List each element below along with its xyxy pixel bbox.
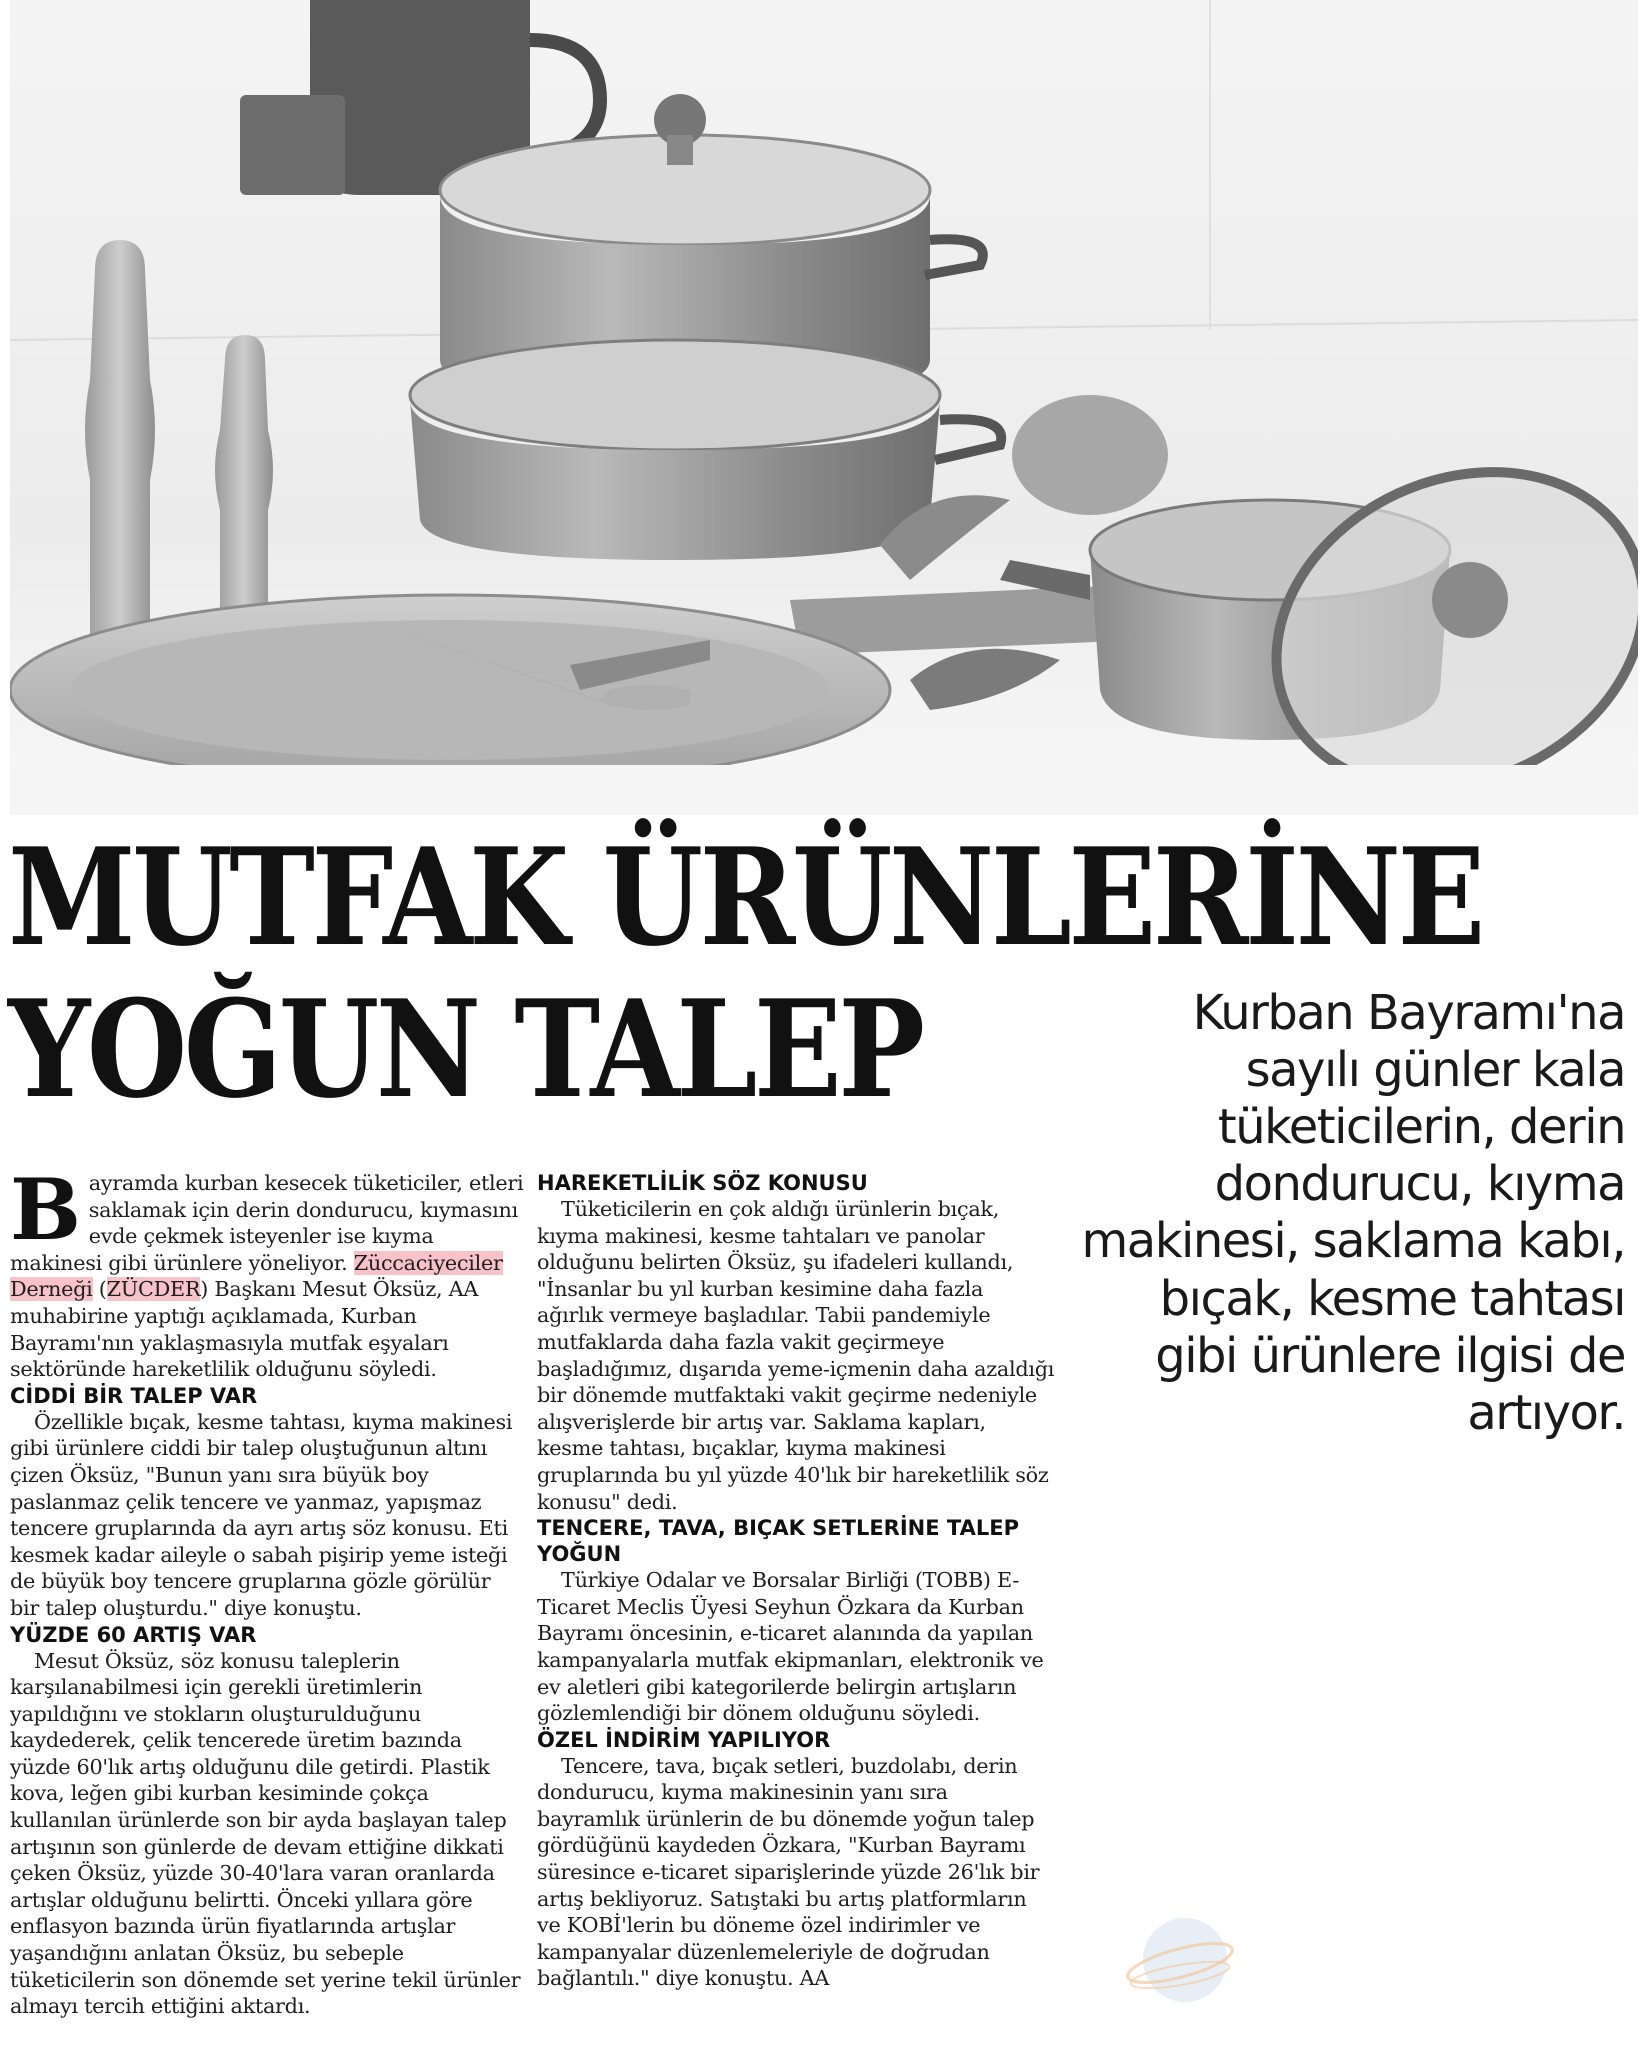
subheading-tencere-tava: TENCERE, TAVA, BIÇAK SETLERİNE TALEP YOĞUN	[537, 1516, 1019, 1567]
drop-cap: B	[10, 1160, 81, 1259]
subheading-hareketlilik: HAREKETLİLİK SÖZ KONUSU	[537, 1171, 868, 1195]
headline-line-2: YOĞUN TALEP	[8, 970, 922, 1128]
highlight-association: Züccaciyeciler Derneği	[10, 1250, 503, 1302]
paragraph-ciddi-talep: Özellikle bıçak, kesme tahtası, kıyma makinesi gibi ürünlere ciddi bir talep oluştuğunun altını çizen Öksüz, "Bunun yanı sıra büyük boy paslanmaz çelik tencere ve yanmaz, yapışmaz tencere gruplarında da ayrı artış söz konusu. Eti kesmek kadar aileyle o sabah pişirip yeme isteği de büyük boy tencere gruplarına gözle görülür bir talep oluşturdu." diye konuştu.	[10, 1409, 513, 1620]
subheading-ozel-indirim: ÖZEL İNDİRİM YAPILIYOR	[537, 1727, 831, 1752]
intro-paragraph: Bayramda kurban kesecek tüketiciler, etleri saklamak için derin dondurucu, kıymasını evde çekmek isteyenler ise kıyma makinesi gibi ürünlere yöneliyor. Züccaciyeciler Derneği (ZÜCDER) Başkanı Mesut Öksüz, AA muhabirine yaptığı açıklamada, Kurban Bayramı'nın yaklaşmasıyla mutfak eşyaları sektöründe hareketlilik olduğunu söyledi.	[10, 1160, 524, 1382]
article-column-2	[537, 1170, 1055, 1992]
article-photo-kitchenware	[10, 0, 1638, 815]
paragraph-tencere-tava: Türkiye Odalar ve Borsalar Birliği (TOBB) E-Ticaret Meclis Üyesi Seyhun Özkara da Kurban Bayramı öncesinin, e-ticaret alanında da yapılan kampanyalarla mutfak ekipmanları, elektronik ve ev aletleri gibi kategorilerde belirgin artışların gözlemlendiği bir dönem olduğunu söyledi.	[537, 1568, 1044, 1726]
planet-watermark-icon	[1125, 1905, 1235, 2015]
article-column-1	[10, 1160, 525, 2020]
paragraph-hareketlilik: Tüketicilerin en çok aldığı ürünlerin bıçak, kıyma makinesi, kesme tahtaları ve panolar olduğunu belirten Öksüz, şu ifadeleri kullandı, "İnsanlar bu yıl kurban kesimine daha fazla ağırlık vermeye başladılar. Tabii pandemiyle mutfaklarda daha fazla vakit geçirmeye başladığımız, dışarıda yeme-içmenin daha azaldığı bir dönemde mutfaktaki vakit geçirme nedeniyle alışverişlerde bir artış var. Saklama kapları, kesme tahtası, bıçaklar, kıyma makinesi gruplarında bu yıl yüzde 40'lık bir hareketlilik söz konusu" dedi.	[537, 1197, 1055, 1514]
paragraph-yuzde-60: Mesut Öksüz, söz konusu taleplerin karşılanabilmesi için gerekli üretimlerin yapıldığını ve stokların oluşturulduğunu kaydederek, çelik tencerede üretim bazında yüzde 60'lık artış olduğunu dile getirdi. Plastik kova, leğen gibi kurban kesiminde çokça kullanılan ürünlerde son bir ayda başlayan talep artışının son günlerde de devam ettiğine dikkati çeken Öksüz, yüzde 30-40'lara varan oranlarda artışlar olduğunu belirtti. Önceki yıllara göre enflasyon bazında ürün fiyatlarında artışlar yaşandığını anlatan Öksüz, bu sebeple tüketicilerin son dönemde set yerine tekil ürünler almayı tercih ettiğini aktardı.	[10, 1648, 521, 2019]
paragraph-ozel-indirim: Tencere, tava, bıçak setleri, buzdolabı, derin dondurucu, kıyma makinesinin yanı sıra bayramlık ürünlerin de bu dönemde yoğun talep gördüğünü kaydeden Özkara, "Kurban Bayramı süresince e-ticaret siparişlerinde yüzde 26'lık bir artış bekliyoruz. Satıştaki bu artış platformların ve KOBİ'lerin bu döneme özel indirimler ve kampanyalar düzenlemeleriyle de doğrudan bağlantılı." diye konuştu. AA	[537, 1753, 1040, 1991]
subheading-yuzde-60: YÜZDE 60 ARTIŞ VAR	[10, 1622, 257, 1647]
pull-quote: Kurban Bayramı'na sayılı günler kala tüketicilerin, derin dondurucu, kıyma makinesi, saklama kabı, bıçak, kesme tahtası gibi ürünlere ilgisi de artıyor.	[1081, 985, 1625, 1441]
headline-line-1: MUTFAK ÜRÜNLERİNE	[8, 818, 1482, 976]
highlight-acronym: ZÜCDER	[106, 1277, 201, 1302]
subheading-ciddi-talep: CİDDİ BİR TALEP VAR	[10, 1383, 258, 1408]
